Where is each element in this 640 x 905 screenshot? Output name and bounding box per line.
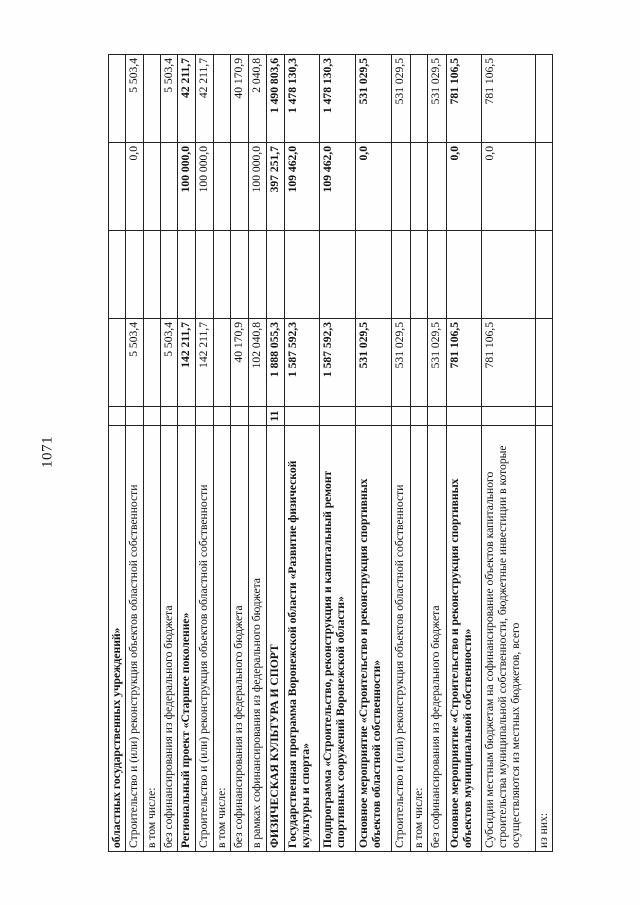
table-row: [410, 55, 427, 852]
amount-total-plan-cell: [214, 319, 231, 407]
budget-table: [108, 54, 553, 852]
row-code-cell: [284, 407, 320, 426]
amount-total-plan-cell: 142 211,7: [196, 319, 214, 407]
amount-federal-cell: 397 251,7: [266, 143, 284, 231]
amount-empty-cell: [125, 231, 143, 319]
amount-federal-cell: 0,0: [125, 143, 143, 231]
row-name-cell: Основное мероприятие «Строительство и реконструкция спортивных объектов областной собственности»: [356, 426, 392, 852]
amount-regional-cell: 781 106,5: [446, 55, 482, 143]
row-code-cell: [143, 407, 160, 426]
table-row: [446, 55, 482, 852]
row-name-cell: в том числе:: [143, 426, 160, 852]
amount-total-plan-cell: 531 029,5: [427, 319, 446, 407]
row-code-cell: [482, 407, 536, 426]
table-row: [320, 55, 356, 852]
amount-total-plan-cell: 5 503,4: [160, 319, 178, 407]
amount-total-plan-cell: 102 040,8: [248, 319, 266, 407]
row-code-cell: [410, 407, 427, 426]
amount-regional-cell: 5 503,4: [160, 55, 178, 143]
row-name-cell: Региональный проект «Старшее поколение»: [178, 426, 196, 852]
row-code-cell: 11: [266, 407, 284, 426]
row-name-cell: Строительство и (или) реконструкция объектов областной собственности: [196, 426, 214, 852]
amount-empty-cell: [178, 231, 196, 319]
amount-federal-cell: 100 000,0: [178, 143, 196, 231]
table-row: [143, 55, 160, 852]
amount-federal-cell: 109 462,0: [320, 143, 356, 231]
table-row: [535, 55, 552, 852]
row-name-cell: из них:: [535, 426, 552, 852]
amount-total-plan-cell: 531 029,5: [356, 319, 392, 407]
row-name-cell: в рамках софинансирования из федерального бюджета: [248, 426, 266, 852]
row-name-cell: ФИЗИЧЕСКАЯ КУЛЬТУРА И СПОРТ: [266, 426, 284, 852]
amount-total-plan-cell: 781 106,5: [482, 319, 536, 407]
page-number: 1071: [39, 436, 56, 468]
row-name-cell: в том числе:: [214, 426, 231, 852]
amount-empty-cell: [230, 231, 248, 319]
amount-federal-cell: 0,0: [482, 143, 536, 231]
amount-empty-cell: [535, 231, 552, 319]
row-name-cell: без софинансирования из федерального бюджета: [230, 426, 248, 852]
table-row: [125, 55, 143, 852]
amount-total-plan-cell: 40 170,9: [230, 319, 248, 407]
amount-federal-cell: [391, 143, 410, 231]
amount-federal-cell: [427, 143, 446, 231]
amount-federal-cell: 0,0: [356, 143, 392, 231]
amount-regional-cell: [143, 55, 160, 143]
table-row: [230, 55, 248, 852]
amount-empty-cell: [284, 231, 320, 319]
amount-empty-cell: [482, 231, 536, 319]
row-name-cell: Государственная программа Воронежской области «Развитие физической культуры и спорта»: [284, 426, 320, 852]
amount-empty-cell: [391, 231, 410, 319]
row-name-cell: Субсидии местным бюджетам на софинансирование объектов капитального строительства муниципальной собственности, бюджетные инвестиции в которые осуществляются из местных бюджетов, всего: [482, 426, 536, 852]
table-row: [427, 55, 446, 852]
row-code-cell: [160, 407, 178, 426]
row-code-cell: [535, 407, 552, 426]
row-name-cell: областных государственных учреждений»: [109, 426, 126, 852]
row-name-cell: в том числе:: [410, 426, 427, 852]
amount-total-plan-cell: [410, 319, 427, 407]
amount-regional-cell: 40 170,9: [230, 55, 248, 143]
row-name-cell: без софинансирования из федерального бюджета: [160, 426, 178, 852]
amount-federal-cell: [410, 143, 427, 231]
amount-regional-cell: 1 490 803,6: [266, 55, 284, 143]
row-code-cell: [356, 407, 392, 426]
amount-empty-cell: [356, 231, 392, 319]
amount-empty-cell: [248, 231, 266, 319]
table-row: [214, 55, 231, 852]
amount-federal-cell: [230, 143, 248, 231]
row-name-cell: без софинансирования из федерального бюджета: [427, 426, 446, 852]
row-code-cell: [125, 407, 143, 426]
table-row: [178, 55, 196, 852]
amount-federal-cell: 100 000,0: [248, 143, 266, 231]
table-row: [284, 55, 320, 852]
row-code-cell: [178, 407, 196, 426]
amount-total-plan-cell: [109, 319, 126, 407]
amount-total-plan-cell: 531 029,5: [391, 319, 410, 407]
table-row: [356, 55, 392, 852]
amount-regional-cell: 781 106,5: [482, 55, 536, 143]
row-code-cell: [446, 407, 482, 426]
row-code-cell: [230, 407, 248, 426]
row-code-cell: [427, 407, 446, 426]
amount-total-plan-cell: [535, 319, 552, 407]
row-name-cell: Основное мероприятие «Строительство и реконструкция спортивных объектов муниципальной собственности»: [446, 426, 482, 852]
table-row: [196, 55, 214, 852]
amount-regional-cell: [109, 55, 126, 143]
row-name-cell: Подпрограмма «Строительство, реконструкция и капитальный ремонт спортивных сооружений Воронежской области»: [320, 426, 356, 852]
row-code-cell: [320, 407, 356, 426]
row-code-cell: [391, 407, 410, 426]
amount-empty-cell: [446, 231, 482, 319]
amount-empty-cell: [410, 231, 427, 319]
amount-total-plan-cell: 5 503,4: [125, 319, 143, 407]
amount-regional-cell: 531 029,5: [391, 55, 410, 143]
amount-total-plan-cell: 142 211,7: [178, 319, 196, 407]
amount-regional-cell: 5 503,4: [125, 55, 143, 143]
amount-empty-cell: [196, 231, 214, 319]
amount-regional-cell: 1 478 130,3: [320, 55, 356, 143]
table-row: [391, 55, 410, 852]
amount-federal-cell: [143, 143, 160, 231]
amount-empty-cell: [214, 231, 231, 319]
amount-regional-cell: 42 211,7: [178, 55, 196, 143]
amount-regional-cell: 42 211,7: [196, 55, 214, 143]
amount-total-plan-cell: 1 587 592,3: [284, 319, 320, 407]
row-code-cell: [196, 407, 214, 426]
amount-regional-cell: [535, 55, 552, 143]
amount-regional-cell: 531 029,5: [427, 55, 446, 143]
amount-federal-cell: [160, 143, 178, 231]
amount-empty-cell: [427, 231, 446, 319]
amount-total-plan-cell: [143, 319, 160, 407]
amount-federal-cell: 100 000,0: [196, 143, 214, 231]
amount-federal-cell: [109, 143, 126, 231]
amount-empty-cell: [143, 231, 160, 319]
amount-federal-cell: [535, 143, 552, 231]
row-code-cell: [109, 407, 126, 426]
amount-federal-cell: [214, 143, 231, 231]
amount-total-plan-cell: 1 888 055,3: [266, 319, 284, 407]
amount-regional-cell: 531 029,5: [356, 55, 392, 143]
table-row: [482, 55, 536, 852]
table-container: [108, 55, 553, 852]
amount-regional-cell: 1 478 130,3: [284, 55, 320, 143]
amount-regional-cell: [410, 55, 427, 143]
amount-empty-cell: [160, 231, 178, 319]
table-row: [109, 55, 126, 852]
amount-federal-cell: 0,0: [446, 143, 482, 231]
table-row: [160, 55, 178, 852]
table-row: [266, 55, 284, 852]
amount-regional-cell: 2 040,8: [248, 55, 266, 143]
amount-total-plan-cell: 1 587 592,3: [320, 319, 356, 407]
row-name-cell: Строительство и (или) реконструкция объектов областной собственности: [125, 426, 143, 852]
row-code-cell: [214, 407, 231, 426]
amount-federal-cell: 109 462,0: [284, 143, 320, 231]
amount-empty-cell: [266, 231, 284, 319]
row-name-cell: Строительство и (или) реконструкция объектов областной собственности: [391, 426, 410, 852]
amount-total-plan-cell: 781 106,5: [446, 319, 482, 407]
amount-regional-cell: [214, 55, 231, 143]
table-row: [248, 55, 266, 852]
row-code-cell: [248, 407, 266, 426]
amount-empty-cell: [109, 231, 126, 319]
amount-empty-cell: [320, 231, 356, 319]
